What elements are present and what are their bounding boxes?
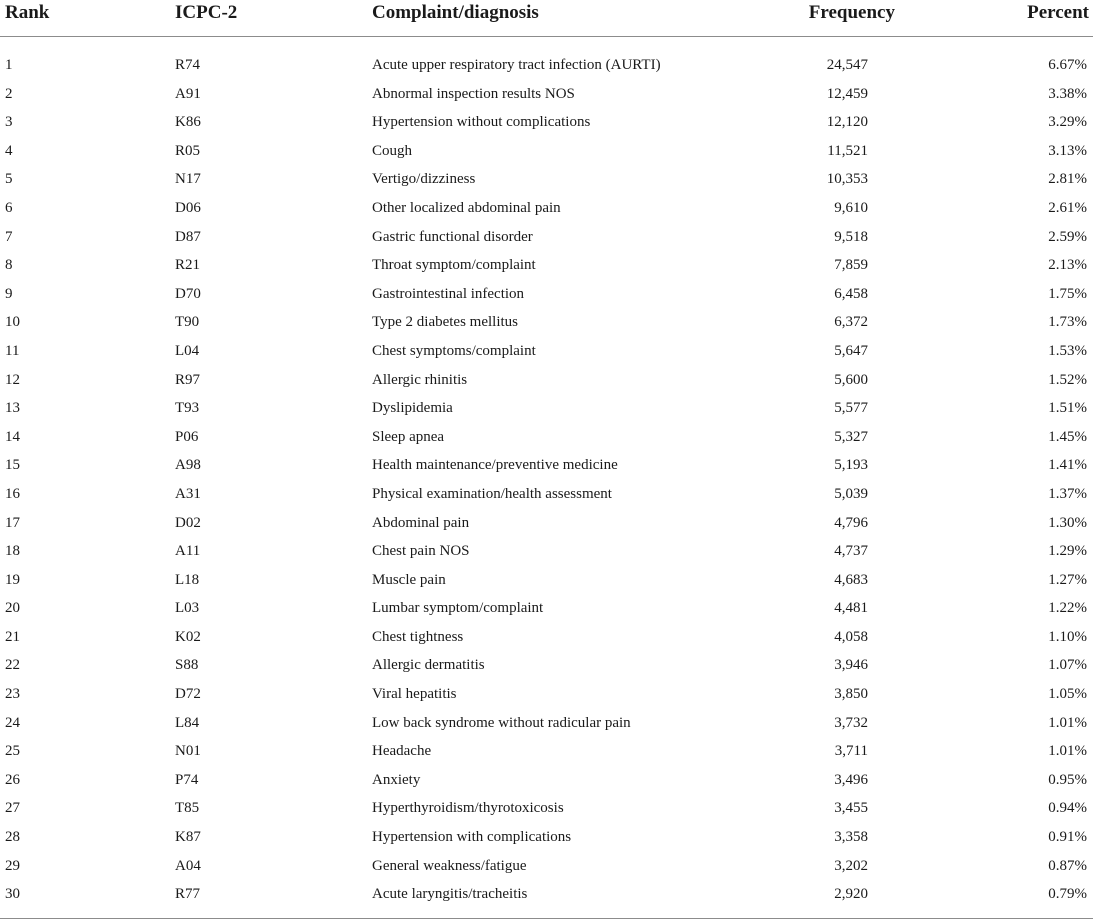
cell-rank: 5 [5, 171, 13, 188]
cell-frequency: 4,058 [834, 628, 868, 645]
cell-icpc2: A11 [175, 543, 201, 560]
cell-percent: 1.52% [1048, 371, 1087, 388]
cell-frequency: 7,859 [834, 257, 868, 274]
cell-percent: 0.87% [1048, 857, 1087, 874]
cell-percent: 1.01% [1048, 714, 1087, 731]
cell-frequency: 6,372 [834, 314, 868, 331]
cell-complaint-diagnosis: Gastrointestinal infection [372, 285, 525, 302]
cell-frequency: 3,732 [834, 714, 868, 731]
cell-percent: 3.13% [1048, 142, 1087, 159]
cell-percent: 0.79% [1048, 886, 1087, 903]
table-row [0, 422, 1093, 451]
table-body [0, 50, 1093, 908]
cell-frequency: 3,202 [834, 857, 868, 874]
cell-frequency: 9,610 [834, 199, 868, 216]
cell-rank: 9 [5, 285, 13, 302]
cell-rank: 10 [5, 314, 20, 331]
table-row [0, 793, 1093, 822]
cell-percent: 1.07% [1048, 657, 1087, 674]
cell-rank: 12 [5, 371, 20, 388]
cell-icpc2: T93 [175, 400, 200, 417]
cell-frequency: 5,327 [834, 428, 868, 445]
table-row [0, 50, 1093, 79]
cell-frequency: 5,039 [834, 485, 868, 502]
header-complaint-diagnosis: Complaint/diagnosis [372, 2, 539, 23]
cell-complaint-diagnosis: Other localized abdominal pain [372, 199, 561, 216]
cell-icpc2: R77 [175, 886, 201, 903]
cell-frequency: 3,850 [834, 686, 868, 703]
cell-icpc2: N17 [175, 171, 201, 188]
table-row [0, 851, 1093, 880]
cell-percent: 0.95% [1048, 771, 1087, 788]
cell-rank: 15 [5, 457, 20, 474]
cell-percent: 1.29% [1048, 543, 1087, 560]
table-row [0, 650, 1093, 679]
table-header-row [0, 0, 1093, 38]
cell-complaint-diagnosis: General weakness/fatigue [372, 857, 527, 874]
cell-rank: 21 [5, 628, 20, 645]
cell-complaint-diagnosis: Muscle pain [372, 571, 446, 588]
table-row [0, 508, 1093, 537]
cell-complaint-diagnosis: Type 2 diabetes mellitus [372, 314, 519, 331]
cell-percent: 1.30% [1048, 514, 1087, 531]
table-row [0, 136, 1093, 165]
cell-icpc2: D06 [175, 199, 201, 216]
table-row [0, 879, 1093, 908]
cell-complaint-diagnosis: Gastric functional disorder [372, 228, 533, 245]
cell-icpc2: K02 [175, 628, 201, 645]
cell-rank: 2 [5, 85, 13, 102]
cell-percent: 1.10% [1048, 628, 1087, 645]
table-row [0, 79, 1093, 108]
cell-complaint-diagnosis: Sleep apnea [372, 428, 445, 445]
cell-complaint-diagnosis: Low back syndrome without radicular pain [372, 714, 631, 731]
cell-frequency: 11,521 [827, 142, 868, 159]
cell-icpc2: D02 [175, 514, 201, 531]
table-row [0, 107, 1093, 136]
cell-percent: 0.91% [1048, 829, 1087, 846]
cell-icpc2: R74 [175, 57, 201, 73]
cell-complaint-diagnosis: Hypertension without complications [372, 114, 591, 131]
cell-frequency: 2,920 [834, 886, 868, 903]
table-row [0, 622, 1093, 651]
cell-complaint-diagnosis: Abdominal pain [372, 514, 470, 531]
cell-frequency: 3,496 [834, 771, 868, 788]
cell-frequency: 3,946 [834, 657, 868, 674]
cell-rank: 11 [5, 342, 20, 359]
cell-percent: 1.05% [1048, 686, 1087, 703]
cell-percent: 1.22% [1048, 600, 1087, 617]
cell-percent: 2.59% [1048, 228, 1087, 245]
table-row [0, 593, 1093, 622]
cell-rank: 23 [5, 686, 20, 703]
cell-rank: 26 [5, 771, 20, 788]
cell-rank: 30 [5, 886, 20, 903]
table-row [0, 536, 1093, 565]
cell-rank: 17 [5, 514, 20, 531]
cell-frequency: 5,647 [834, 342, 868, 359]
cell-icpc2: A91 [175, 85, 201, 102]
header-divider [0, 36, 1093, 37]
cell-percent: 3.29% [1048, 114, 1087, 131]
cell-rank: 22 [5, 657, 20, 674]
cell-rank: 6 [5, 199, 13, 216]
cell-complaint-diagnosis: Viral hepatitis [372, 686, 457, 703]
cell-frequency: 6,458 [834, 285, 868, 302]
cell-rank: 14 [5, 428, 20, 445]
table-row [0, 450, 1093, 479]
cell-icpc2: D87 [175, 228, 201, 245]
table-row [0, 765, 1093, 794]
cell-frequency: 3,711 [834, 743, 868, 760]
cell-icpc2: L03 [175, 600, 200, 617]
cell-icpc2: D70 [175, 285, 201, 302]
cell-icpc2: T90 [175, 314, 200, 331]
cell-icpc2: P74 [175, 771, 199, 788]
table-row [0, 279, 1093, 308]
cell-complaint-diagnosis: Throat symptom/complaint [372, 257, 536, 274]
table-row [0, 565, 1093, 594]
cell-frequency: 5,577 [834, 400, 868, 417]
cell-rank: 16 [5, 485, 20, 502]
table-row [0, 479, 1093, 508]
cell-complaint-diagnosis: Chest symptoms/complaint [372, 342, 536, 359]
table-row [0, 679, 1093, 708]
cell-icpc2: A98 [175, 457, 201, 474]
header-frequency: Frequency [808, 2, 895, 23]
cell-rank: 27 [5, 800, 20, 817]
cell-rank: 8 [5, 257, 13, 274]
cell-icpc2: R05 [175, 142, 201, 159]
cell-complaint-diagnosis: Lumbar symptom/complaint [372, 600, 544, 617]
cell-percent: 2.81% [1048, 171, 1087, 188]
cell-frequency: 9,518 [834, 228, 868, 245]
cell-percent: 0.94% [1048, 800, 1087, 817]
cell-frequency: 5,600 [834, 371, 868, 388]
table-row [0, 365, 1093, 394]
cell-rank: 24 [5, 714, 20, 731]
header-icpc2: ICPC-2 [175, 2, 238, 23]
cell-frequency: 12,459 [826, 85, 868, 102]
cell-frequency: 3,358 [834, 829, 868, 846]
cell-complaint-diagnosis: Headache [372, 743, 432, 760]
cell-rank: 18 [5, 543, 20, 560]
cell-percent: 1.27% [1048, 571, 1087, 588]
cell-frequency: 4,796 [834, 514, 868, 531]
table-row [0, 708, 1093, 737]
cell-frequency: 4,737 [834, 543, 868, 560]
table-row [0, 193, 1093, 222]
cell-percent: 6.67% [1048, 57, 1087, 73]
header-rank: Rank [5, 2, 50, 23]
cell-icpc2: A31 [175, 485, 201, 502]
cell-frequency: 12,120 [826, 114, 868, 131]
cell-complaint-diagnosis: Chest tightness [372, 628, 464, 645]
table-bottom-rule [0, 918, 1093, 919]
cell-icpc2: R21 [175, 257, 201, 274]
cell-icpc2: P06 [175, 428, 199, 445]
table-row [0, 164, 1093, 193]
cell-rank: 13 [5, 400, 20, 417]
cell-rank: 29 [5, 857, 20, 874]
table-row [0, 393, 1093, 422]
cell-complaint-diagnosis: Acute laryngitis/tracheitis [372, 886, 528, 903]
table-row [0, 307, 1093, 336]
cell-rank: 3 [5, 114, 13, 131]
cell-complaint-diagnosis: Dyslipidemia [372, 400, 453, 417]
cell-complaint-diagnosis: Vertigo/dizziness [372, 171, 476, 188]
cell-frequency: 10,353 [826, 171, 868, 188]
cell-complaint-diagnosis: Hyperthyroidism/thyrotoxicosis [372, 800, 564, 817]
cell-percent: 3.38% [1048, 85, 1087, 102]
cell-rank: 20 [5, 600, 20, 617]
cell-icpc2: N01 [175, 743, 201, 760]
cell-frequency: 4,683 [834, 571, 868, 588]
cell-complaint-diagnosis: Hypertension with complications [372, 829, 572, 846]
cell-percent: 1.41% [1048, 457, 1087, 474]
table-row [0, 822, 1093, 851]
cell-icpc2: L84 [175, 714, 200, 731]
cell-frequency: 4,481 [834, 600, 868, 617]
cell-percent: 1.73% [1048, 314, 1087, 331]
cell-complaint-diagnosis: Physical examination/health assessment [372, 485, 612, 502]
cell-icpc2: R97 [175, 371, 201, 388]
cell-complaint-diagnosis: Anxiety [372, 771, 421, 788]
cell-rank: 4 [5, 142, 13, 159]
cell-complaint-diagnosis: Allergic dermatitis [372, 657, 485, 674]
cell-rank: 7 [5, 228, 13, 245]
cell-complaint-diagnosis: Chest pain NOS [372, 543, 470, 560]
cell-complaint-diagnosis: Health maintenance/preventive medicine [372, 457, 618, 474]
cell-frequency: 5,193 [834, 457, 868, 474]
table-row [0, 222, 1093, 251]
cell-complaint-diagnosis: Cough [372, 142, 413, 159]
cell-icpc2: K87 [175, 829, 201, 846]
cell-percent: 1.37% [1048, 485, 1087, 502]
cell-icpc2: K86 [175, 114, 201, 131]
cell-icpc2: A04 [175, 857, 201, 874]
cell-rank: 19 [5, 571, 20, 588]
cell-percent: 1.53% [1048, 342, 1087, 359]
cell-complaint-diagnosis: Allergic rhinitis [372, 371, 468, 388]
cell-rank: 28 [5, 829, 20, 846]
table-row [0, 336, 1093, 365]
cell-percent: 2.13% [1048, 257, 1087, 274]
header-percent: Percent [1027, 2, 1089, 23]
cell-icpc2: D72 [175, 686, 201, 703]
cell-percent: 1.01% [1048, 743, 1087, 760]
cell-icpc2: L04 [175, 342, 200, 359]
cell-frequency: 3,455 [834, 800, 868, 817]
cell-percent: 2.61% [1048, 199, 1087, 216]
cell-complaint-diagnosis: Abnormal inspection results NOS [372, 85, 575, 102]
cell-frequency: 24,547 [826, 57, 868, 73]
cell-percent: 1.45% [1048, 428, 1087, 445]
cell-icpc2: L18 [175, 571, 200, 588]
table-row [0, 736, 1093, 765]
cell-percent: 1.75% [1048, 285, 1087, 302]
cell-complaint-diagnosis: Acute upper respiratory tract infection (AURTI) [372, 57, 661, 73]
table-row [0, 250, 1093, 279]
cell-rank: 1 [5, 57, 13, 73]
cell-icpc2: S88 [175, 657, 199, 674]
cell-rank: 25 [5, 743, 20, 760]
cell-icpc2: T85 [175, 800, 200, 817]
cell-percent: 1.51% [1048, 400, 1087, 417]
